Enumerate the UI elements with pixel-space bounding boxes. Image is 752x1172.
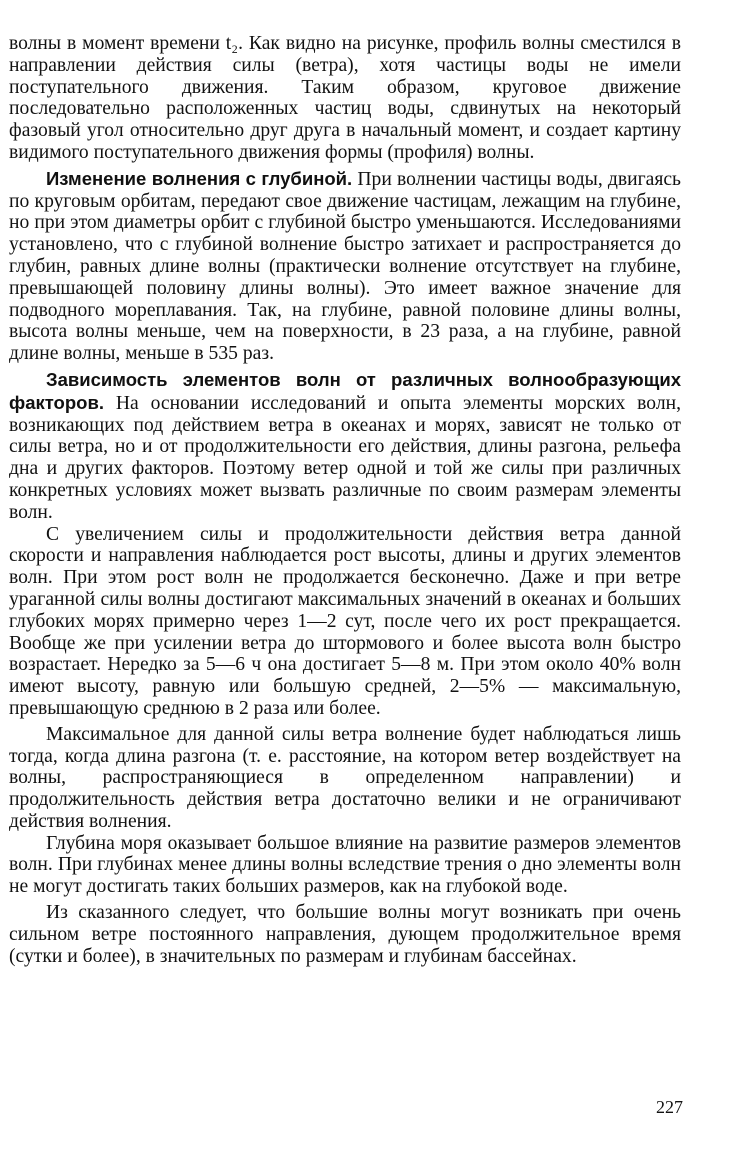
paragraph-max-waves	[9, 724, 681, 833]
paragraph-sea-depth	[9, 833, 681, 898]
page-number: 227	[656, 1097, 683, 1117]
section-heading-factors: Зависимость элементов волн от различных волнообразующих факторов.	[9, 368, 681, 413]
paragraph-wind-growth	[9, 524, 681, 720]
paragraph-text: При волнении частицы воды, двигаясь по круговым орбитам, передают свое движение частицам, лежащим на глубине, но при этом диаметры орбит с глубиной быстро уменьшаются. Исследованиями установлено, что с глубиной волнение быстро затихает и распространяется до глубин, равных длине волны (практически волнение отсутствует на глубине, превышающей половину длины волны). Это имеет важное значение для подводного мореплавания. Так, на глубине, равной половине длины волны, высота волны меньше, чем на поверхности, в 23 раза, а на глубине, равной длине волны, меньше в 535 раз.	[9, 168, 681, 365]
paragraph-text: волны в момент времени t₂. Как видно на рисунке, профиль волны сместился в направлении действия силы (ветра), хотя частицы воды не имели поступательного движения. Таким образом, круговое движение последовательно расположенных частиц воды, сдвинутых на некоторый фазовый угол относительно друг друга в начальный момент, и создает картину видимого поступательного движения формы (профиля) волны.	[9, 33, 681, 163]
paragraph-conclusion	[9, 902, 681, 967]
paragraph-factors	[9, 369, 681, 524]
page-text	[9, 33, 681, 967]
section-heading-depth: Изменение волнения с глубиной.	[46, 167, 353, 189]
paragraph-depth	[9, 168, 681, 365]
paragraph-text: Максимальное для данной силы ветра волнение будет наблюдаться лишь тогда, когда длина разгона (т. е. расстояние, на котором ветер воздействует на волны, распространяющиеся в определенном направлении) и продолжительность действия ветра достаточно велики и не ограничивают действия волнения.	[9, 723, 681, 832]
paragraph-text: Глубина моря оказывает большое влияние на развитие размеров элементов волн. При глубинах менее длины волны вследствие трения о дно элементы волн не могут достигать таких больших размеров, как на глубокой воде.	[9, 832, 681, 898]
paragraph-text: На основании исследований и опыта элементы морских волн, возникающих под действием ветра в океанах и морях, зависят не только от силы ветра, но и от продолжительности его действия, длины разгона, рельефа дна и других факторов. Поэтому ветер одной и той же силы при различных конкретных условиях может вызвать различные по своим размерам элементы волн.	[9, 392, 681, 523]
paragraph-wave-profile	[9, 33, 681, 164]
paragraph-text: Из сказанного следует, что большие волны могут возникать при очень сильном ветре постоянного направления, дующем продолжительное время (сутки и более), в значительных по размерам и глубинам бассейнах.	[9, 902, 681, 967]
paragraph-text: С увеличением силы и продолжительности действия ветра данной скорости и направления наблюдается рост высоты, длины и других элементов волн. При этом рост волн не продолжается бесконечно. Даже и при ветре ураганной силы волны достигают максимальных значений в океанах и больших глубоких морях примерно через 1—2 сут, после чего их рост прекращается. Вообще же при усилении ветра до штормового и более высота волн быстро возрастает. Нередко за 5—6 ч она достигает 5—8 м. При этом около 40% волн имеют высоту, равную или большую средней, 2—5% — максимальную, превышающую среднюю в 2 раза или более.	[9, 523, 681, 719]
